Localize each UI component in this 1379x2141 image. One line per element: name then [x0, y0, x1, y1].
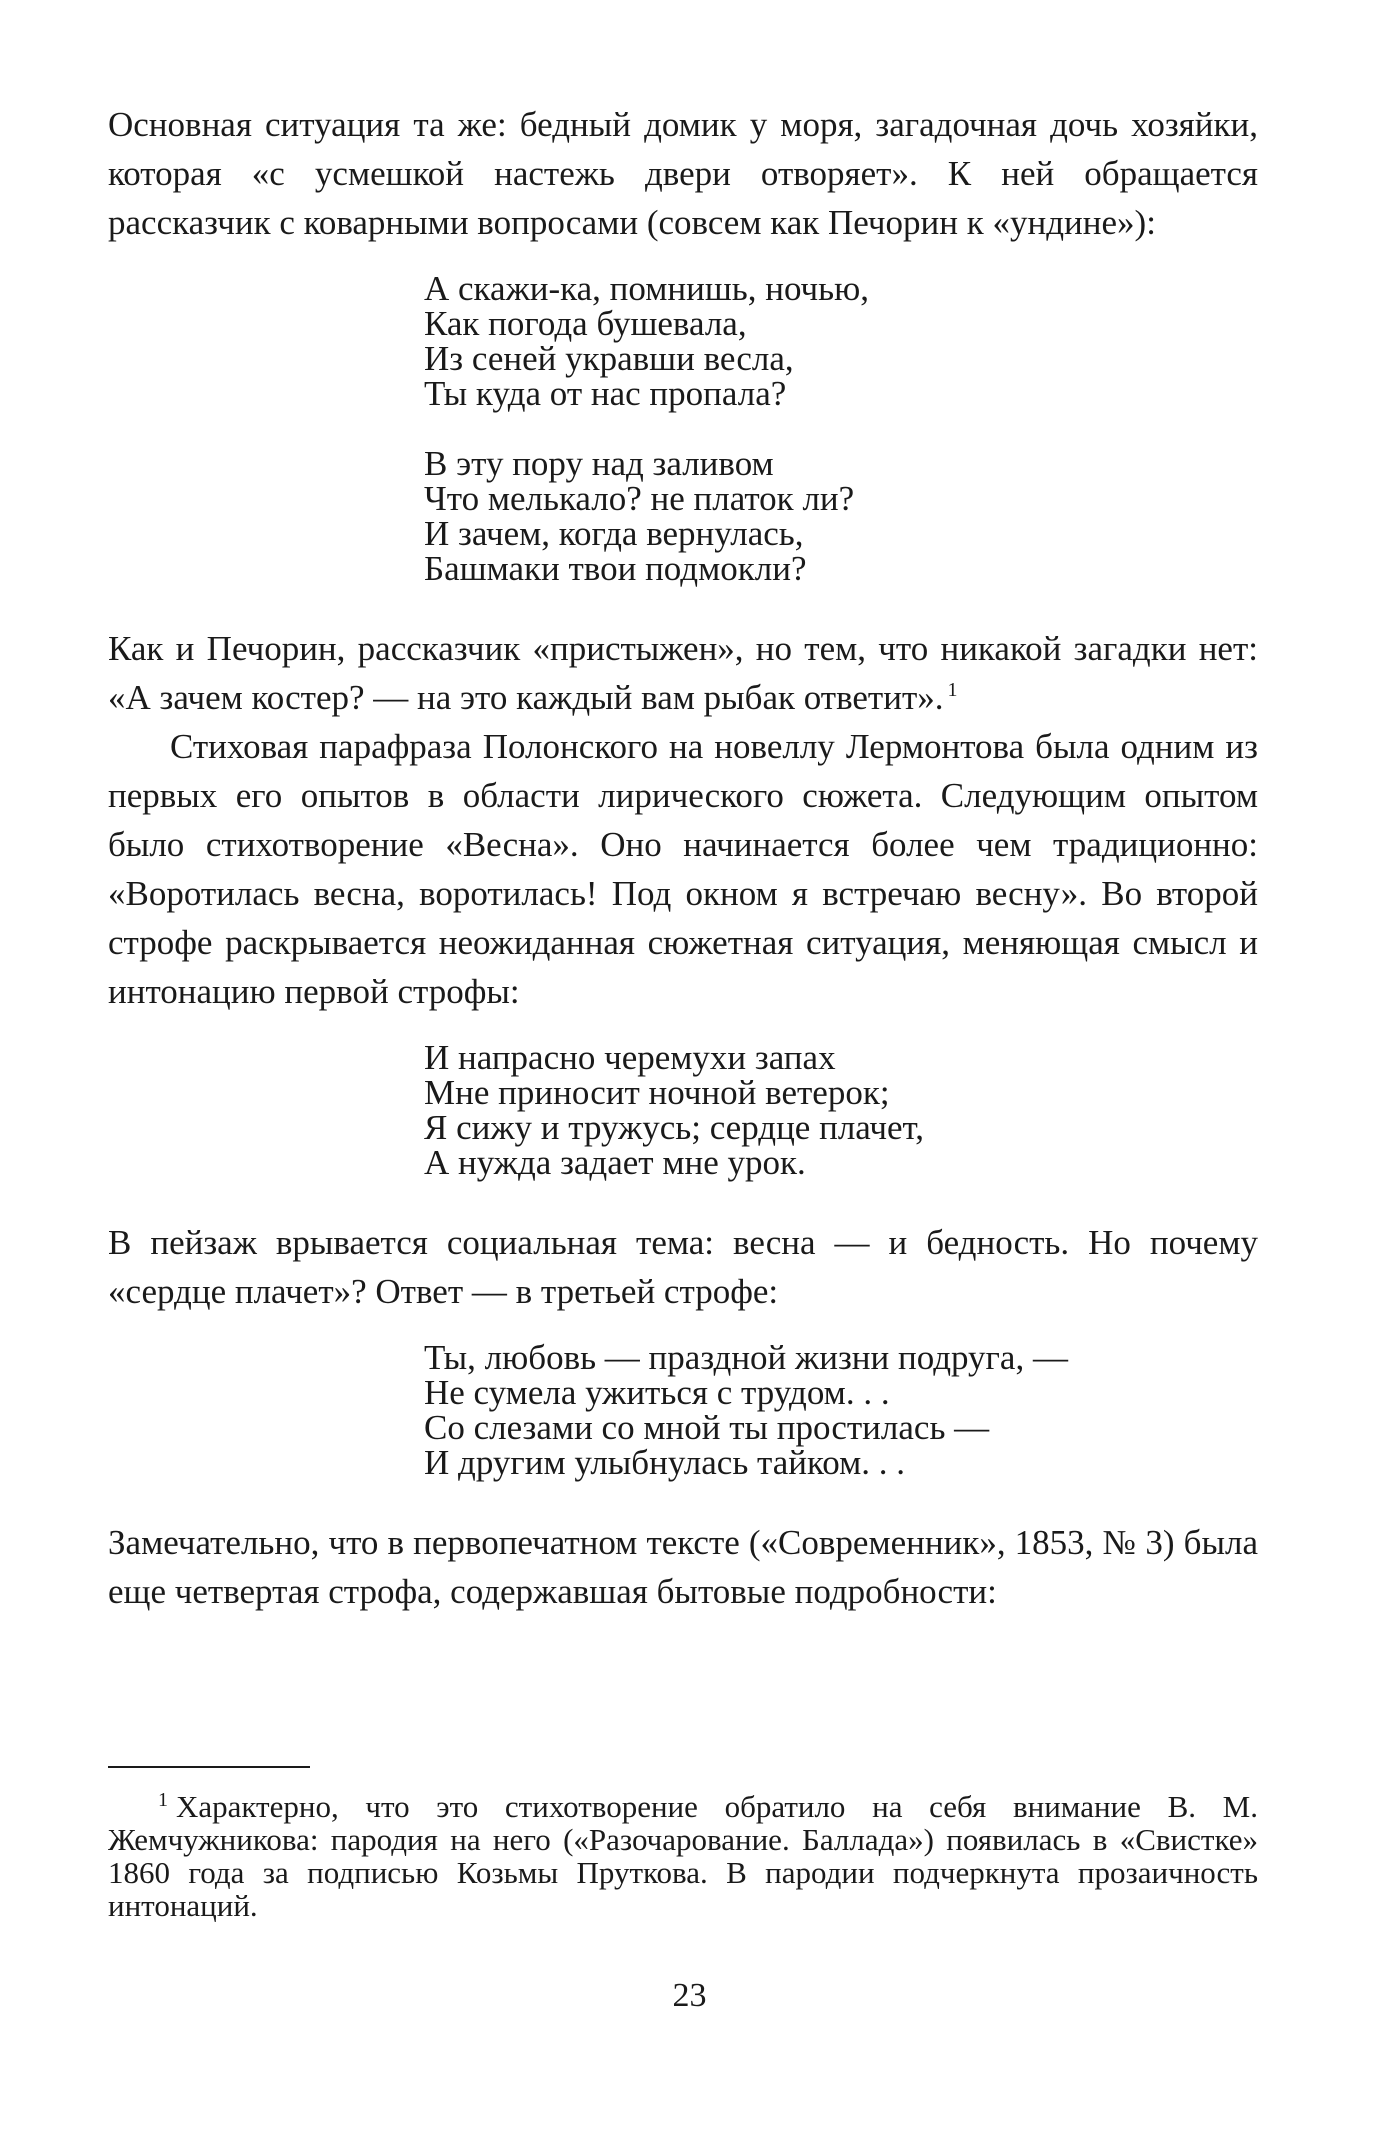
verse-line: И напрасно черемухи запах [424, 1038, 836, 1077]
verse-block-2 [108, 1040, 1258, 1180]
footnote-separator [108, 1766, 310, 1768]
verse-line: А нужда задает мне урок. [424, 1143, 806, 1182]
paragraph-1: Основная ситуация та же: бедный домик у моря, загадочная дочь хозяйки, которая «с усмешкой настежь двери отворяет». К ней обращается рассказчик с коварными вопросами (совсем как Печорин к «ундине»): [108, 105, 1258, 242]
footnote-1 [108, 1790, 1258, 1922]
verse-block-3 [108, 1340, 1258, 1480]
spacer [108, 247, 1258, 271]
verse-line: Со слезами со мной ты простилась — [424, 1408, 990, 1447]
verse-line: Что мелькало? не платок ли? [424, 479, 855, 518]
spacer [108, 1480, 1258, 1518]
verse-line: И зачем, когда вернулась, [424, 514, 804, 553]
paragraph-4: В пейзаж врывается социальная тема: весна — и бедность. Но почему «сердце плачет»? Ответ — в третьей строфе: [108, 1223, 1258, 1311]
verse-block-1 [108, 271, 1258, 586]
spacer [108, 1180, 1258, 1218]
verse-line: Башмаки твои подмокли? [424, 549, 807, 588]
page-body [108, 100, 1258, 1616]
paragraph-2-text: Как и Печорин, рассказчик «пристыжен», но тем, что никакой загадки нет: «А зачем костер? — на это каждый вам рыбак ответит». [108, 629, 1258, 717]
footnote-reference[interactable]: 1 [947, 679, 958, 702]
page-number: 23 [672, 1977, 707, 2014]
verse-stanza [424, 271, 1258, 411]
verse-line: Не сумела ужиться с трудом. . . [424, 1373, 890, 1412]
verse-line: Ты, любовь — праздной жизни подруга, — [424, 1338, 1068, 1377]
footnotes [108, 1790, 1258, 1922]
verse-stanza [424, 1340, 1258, 1480]
spacer [108, 1016, 1258, 1040]
paragraph-2 [108, 624, 1258, 722]
verse-line: Как погода бушевала, [424, 304, 747, 343]
spacer [108, 1316, 1258, 1340]
verse-line: Я сижу и тружусь; сердце плачет, [424, 1108, 924, 1147]
paragraph-3: Стиховая парафраза Полонского на новеллу Лермонтова была одним из первых его опытов в области лирического сюжета. Следующим опытом было стихотворение «Весна». Оно начинается более чем традиционно: «Воротилась весна, воротилась! Под окном я встречаю весну». Во второй строфе раскрывается неожиданная сюжетная ситуация, меняющая смысл и интонацию первой строфы: [108, 727, 1258, 1011]
verse-line: Ты куда от нас пропала? [424, 374, 787, 413]
verse-line: В эту пору над заливом [424, 444, 774, 483]
verse-stanza [424, 446, 1258, 586]
verse-line: И другим улыбнулась тайком. . . [424, 1443, 905, 1482]
verse-stanza [424, 1040, 1258, 1180]
paragraph-5: Замечательно, что в первопечатном тексте («Современник», 1853, № 3) была еще четвертая строфа, содержавшая бытовые подробности: [108, 1523, 1258, 1611]
verse-line: А скажи-ка, помнишь, ночью, [424, 269, 870, 308]
verse-line: Из сеней укравши весла, [424, 339, 794, 378]
spacer [108, 586, 1258, 624]
footnote-number: 1 [158, 1788, 168, 1811]
verse-line: Мне приносит ночной ветерок; [424, 1073, 890, 1112]
footnote-text: Характерно, что это стихотворение обратило на себя внимание В. М. Жемчужникова: пародия на него («Разочарование. Баллада») появилась в «Свистке» 1860 года за подписью Козьмы Пруткова. В пародии подчеркнута прозаичность интонаций. [108, 1789, 1258, 1923]
